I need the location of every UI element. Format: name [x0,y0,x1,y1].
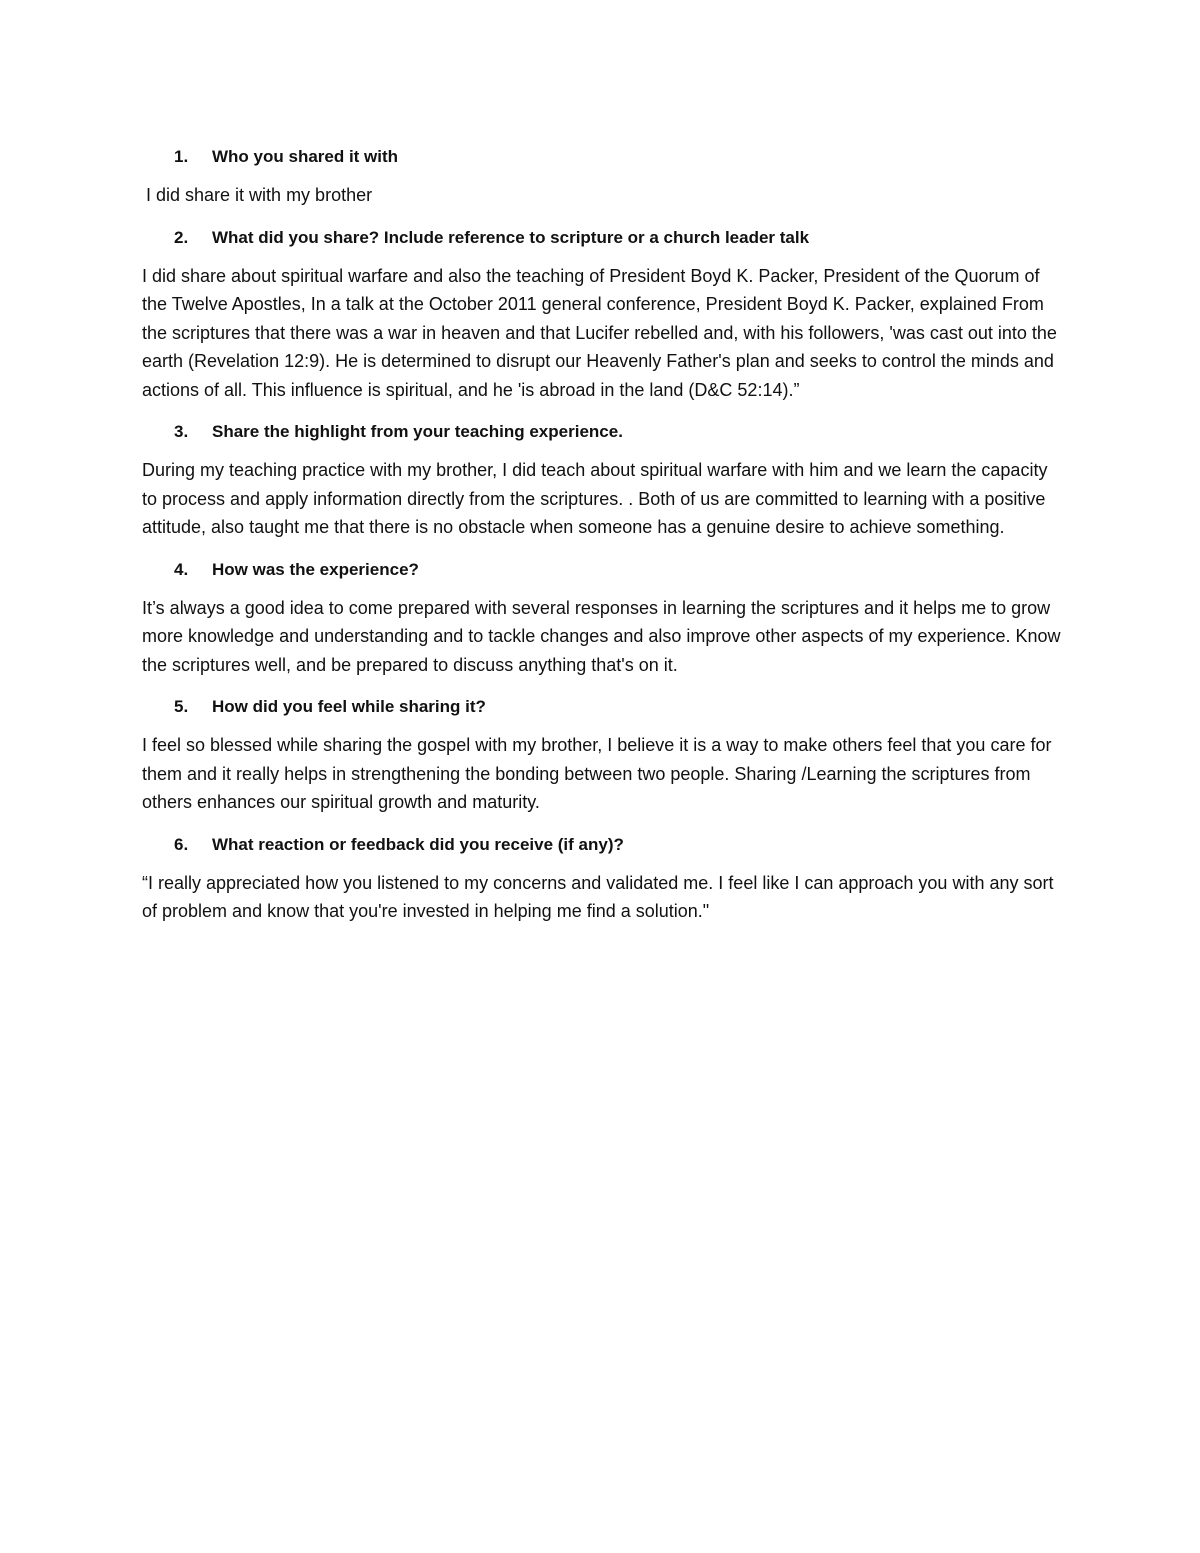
question-heading [142,831,1062,859]
answer-paragraph: I did share it with my brother [146,185,373,205]
question-text: What did you share? Include reference to scripture or a church leader talk [212,227,810,247]
section-3 [142,418,1062,542]
question-heading [142,693,1062,721]
question-text: What reaction or feedback did you receive (if any)? [212,834,624,854]
section-4 [142,556,1062,680]
document-body [142,143,1062,940]
question-heading [142,418,1062,446]
question-number: 3. [174,422,189,441]
answer-paragraph: It’s always a good idea to come prepared with several responses in learning the scriptures and it helps me to grow more knowledge and understanding and to tackle changes and also improve other aspects of my experience. Know the scriptures well, and be prepared to discuss anything that's on it. [142,597,1061,675]
section-5 [142,693,1062,817]
answer-paragraph: I feel so blessed while sharing the gospel with my brother, I believe it is a way to make others feel that you care for them and it really helps in strengthening the bonding between two people. Sharing /Learning the scriptures from others enhances our spiritual growth and maturity. [142,735,1052,812]
question-text: Who you shared it with [212,147,399,166]
question-number: 1. [174,147,189,166]
question-heading [142,224,1062,252]
question-number: 6. [174,834,189,854]
section-1 [142,143,1062,210]
answer-paragraph: “I really appreciated how you listened to my concerns and validated me. I feel like I can approach you with any sort of problem and know that you're invested in helping me find a solution." [142,872,1054,921]
question-heading [142,556,1062,584]
question-text: Share the highlight from your teaching experience. [212,422,623,441]
section-2 [142,224,1062,405]
question-heading [142,143,1062,171]
question-number: 2. [174,227,189,247]
answer-paragraph: During my teaching practice with my brother, I did teach about spiritual warfare with him and we learn the capacity to process and apply information directly from the scriptures. . Both of us are committed to learning with a positive attitude, also taught me that there is no obstacle when someone has a genuine desire to achieve something. [142,460,1048,537]
answer-paragraph: I did share about spiritual warfare and also the teaching of President Boyd K. Packer, President of the Quorum of the Twelve Apostles, In a talk at the October 2011 general conference, President Boyd K. Packer, explained From the scriptures that there was a war in heaven and that Lucifer rebelled and, with his followers, 'was cast out into the earth (Revelation 12:9). He is determined to disrupt our Heavenly Father's plan and seeks to control the minds and actions of all. This influence is spiritual, and he 'is abroad in the land (D&C 52:14).” [142,265,1057,400]
question-text: How did you feel while sharing it? [212,697,486,716]
question-number: 5. [174,697,189,716]
question-text: How was the experience? [212,559,419,579]
section-6 [142,831,1062,926]
question-number: 4. [174,559,189,579]
